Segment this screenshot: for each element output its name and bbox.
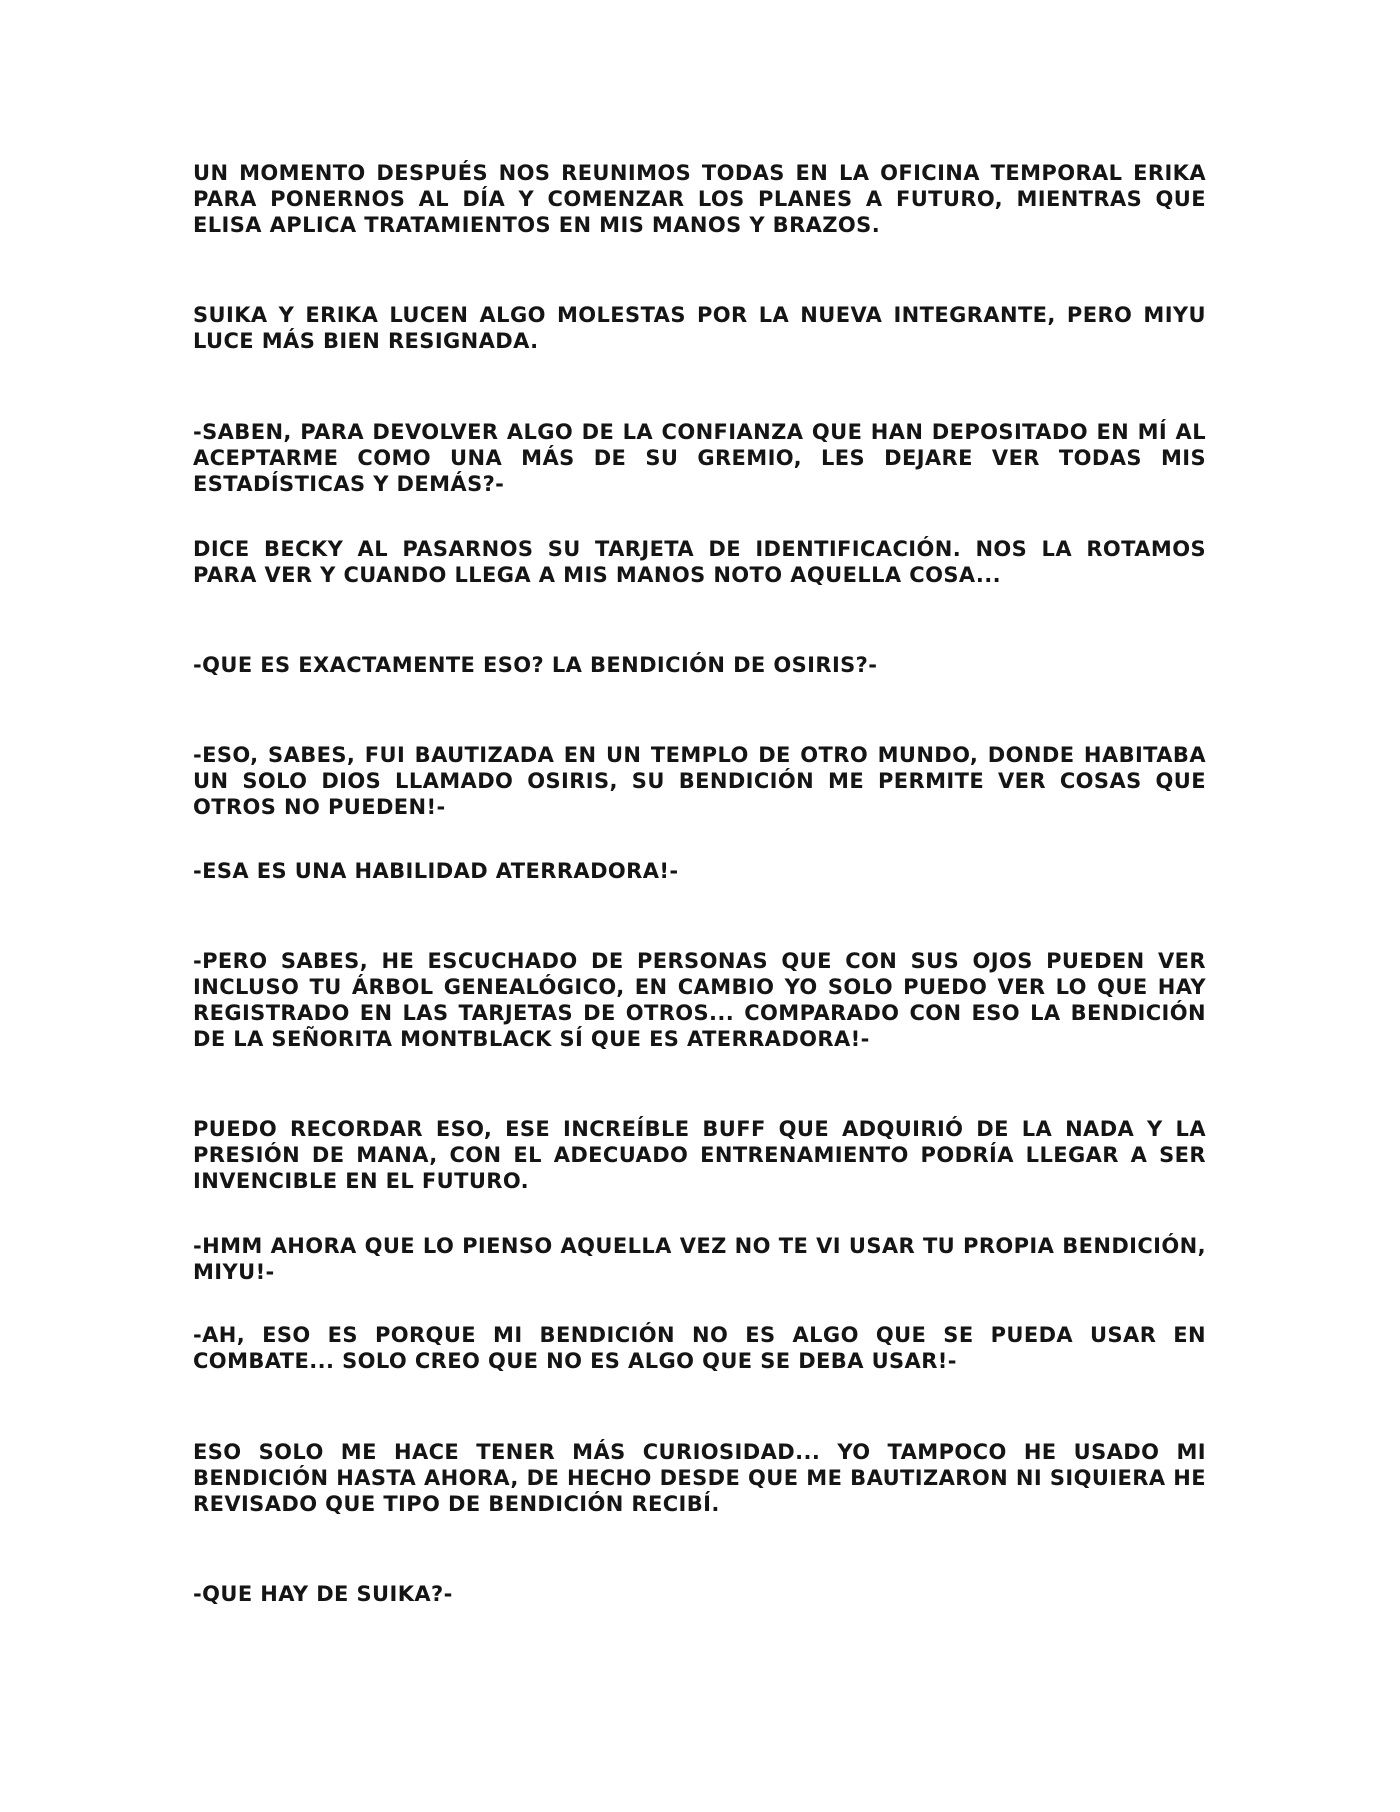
paragraph-12: ESO SOLO ME HACE TENER MÁS CURIOSIDAD... YO TAMPOCO HE USADO MI BENDICIÓN HASTA AHORA, DE HECHO DESDE QUE ME BAUTIZARON NI SIQUIERA HE REVISADO QUE TIPO DE BENDICIÓN RECIBÍ. <box>193 1440 1206 1516</box>
paragraph-8: -PERO SABES, HE ESCUCHADO DE PERSONAS QUE CON SUS OJOS PUEDEN VER INCLUSO TU ÁRBOL GENEALÓGICO, EN CAMBIO YO SOLO PUEDO VER LO QUE HAY REGISTRADO EN LAS TARJETAS DE OTROS... COMPARADO CON ESO LA BENDICIÓN DE LA SEÑORITA MONTBLACK SÍ QUE ES ATERRADORA!- <box>193 949 1206 1051</box>
paragraph-13: -QUE HAY DE SUIKA?- <box>193 1582 453 1606</box>
paragraph-3: -SABEN, PARA DEVOLVER ALGO DE LA CONFIANZA QUE HAN DEPOSITADO EN MÍ AL ACEPTARME COMO UNA MÁS DE SU GREMIO, LES DEJARE VER TODAS MIS ESTADÍSTICAS Y DEMÁS?- <box>193 420 1206 496</box>
paragraph-10: -HMM AHORA QUE LO PIENSO AQUELLA VEZ NO TE VI USAR TU PROPIA BENDICIÓN, MIYU!- <box>193 1234 1206 1284</box>
paragraph-1: UN MOMENTO DESPUÉS NOS REUNIMOS TODAS EN LA OFICINA TEMPORAL ERIKA PARA PONERNOS AL DÍA Y COMENZAR LOS PLANES A FUTURO, MIENTRAS QUE ELISA APLICA TRATAMIENTOS EN MIS MANOS Y BRAZOS. <box>193 161 1206 237</box>
paragraph-9: PUEDO RECORDAR ESO, ESE INCREÍBLE BUFF QUE ADQUIRIÓ DE LA NADA Y LA PRESIÓN DE MANA, CON EL ADECUADO ENTRENAMIENTO PODRÍA LLEGAR A SER INVENCIBLE EN EL FUTURO. <box>193 1117 1206 1193</box>
paragraph-4: DICE BECKY AL PASARNOS SU TARJETA DE IDENTIFICACIÓN. NOS LA ROTAMOS PARA VER Y CUANDO LLEGA A MIS MANOS NOTO AQUELLA COSA... <box>193 537 1206 587</box>
paragraph-5: -QUE ES EXACTAMENTE ESO? LA BENDICIÓN DE OSIRIS?- <box>193 653 878 677</box>
paragraph-11: -AH, ESO ES PORQUE MI BENDICIÓN NO ES ALGO QUE SE PUEDA USAR EN COMBATE... SOLO CREO QUE NO ES ALGO QUE SE DEBA USAR!- <box>193 1323 1206 1373</box>
paragraph-6: -ESO, SABES, FUI BAUTIZADA EN UN TEMPLO DE OTRO MUNDO, DONDE HABITABA UN SOLO DIOS LLAMADO OSIRIS, SU BENDICIÓN ME PERMITE VER COSAS QUE OTROS NO PUEDEN!- <box>193 743 1206 819</box>
paragraph-2: SUIKA Y ERIKA LUCEN ALGO MOLESTAS POR LA NUEVA INTEGRANTE, PERO MIYU LUCE MÁS BIEN RESIGNADA. <box>193 303 1206 353</box>
paragraph-7: -ESA ES UNA HABILIDAD ATERRADORA!- <box>193 859 679 883</box>
